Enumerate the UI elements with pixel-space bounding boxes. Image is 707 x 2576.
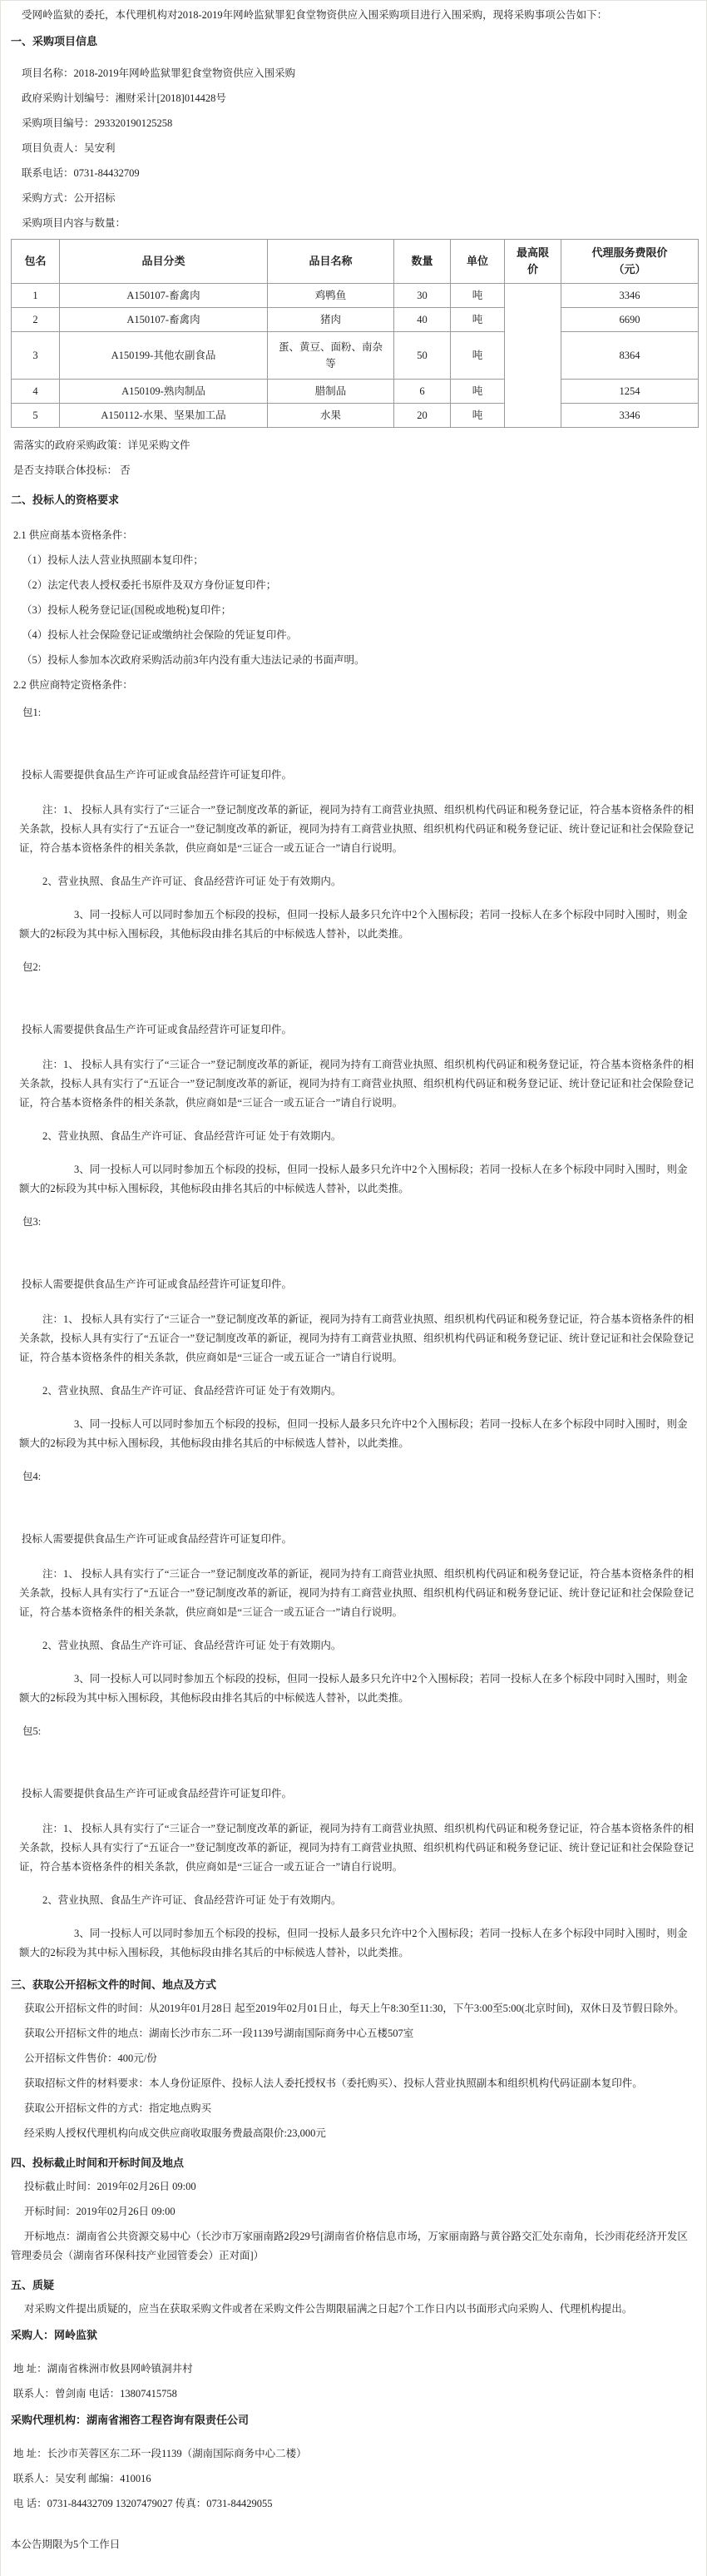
agency-block [11, 2412, 697, 2514]
cell-quantity: 50 [394, 332, 451, 380]
package-item-3: 3、同一投标人可以同时参加五个标段的投标，但同一投标人最多只允许中2个入围标段；若同一投标人在多个标段中同时入围时，则金额大的2标段为其中标入围标段，其他标段由排名其后的中标候选人替补，以此类推。 [19, 909, 688, 940]
package-item-2: 2、营业执照、食品生产许可证、食品经营许可证 处于有效期内。 [42, 1385, 342, 1397]
cell-category: A150112-水果、坚果加工品 [60, 404, 268, 428]
intro-paragraph: 受网岭监狱的委托，本代理机构对2018-2019年网岭监狱罪犯食堂物资供应入围采购项目进行入围采购，现将采购事项公告如下： [22, 9, 608, 21]
challenge-body: 对采购文件提出质疑的，应当在获取采购文件或者在采购文件公告期限届满之日起7个工作日内以书面形式向采购人、代理机构提出。 [24, 2303, 633, 2315]
cell-item-name: 腊制品 [268, 380, 394, 404]
section-challenge [11, 2277, 697, 2319]
package-intro: 投标人需要提供食品生产许可证或食品经营许可证复印件。 [22, 1533, 293, 1545]
package-intro: 投标人需要提供食品生产许可证或食品经营许可证复印件。 [22, 1788, 293, 1799]
table-row [12, 332, 699, 380]
th-max-price [505, 240, 561, 284]
field-project-no: 采购项目编号：293320190125258 [22, 117, 173, 129]
section-heading-challenge: 五、质疑 [11, 2279, 55, 2291]
section-heading-project-info: 一、采购项目信息 [11, 35, 98, 47]
package-block-4 [11, 1467, 697, 1708]
cell-item-name: 猪肉 [268, 308, 394, 332]
cell-quantity: 30 [394, 284, 451, 308]
cell-category: A150199-其他农副食品 [60, 332, 268, 380]
items-table [11, 239, 699, 428]
package-block-5 [11, 1722, 697, 1963]
th-max-price-text: 最高限价 [516, 246, 549, 275]
package-block-2 [11, 958, 697, 1199]
table-row [12, 380, 699, 404]
cell-agency-fee: 3346 [561, 404, 699, 428]
basic-item-3: （3）投标人税务登记证(国税或地税)复印件； [22, 604, 232, 616]
cell-unit: 吨 [451, 284, 505, 308]
agency-phone: 电 话：0731-84432709 13207479027 传真：0731-84429055 [13, 2498, 273, 2509]
obtain-place-line: 获取公开招标文件的地点：湖南长沙市东二环一段1139号湖南国际商务中心五楼507室 [24, 2028, 414, 2039]
package-item-3: 3、同一投标人可以同时参加五个标段的投标，但同一投标人最多只允许中2个入围标段；若同一投标人在多个标段中同时入围时，则金额大的2标段为其中标入围标段，其他标段由排名其后的中标候选人替补，以此类推。 [19, 1928, 688, 1958]
field-content-qty-label: 采购项目内容与数量： [22, 217, 126, 229]
package-item-2: 2、营业执照、食品生产许可证、食品经营许可证 处于有效期内。 [42, 876, 342, 887]
document-price-line: 公开招标文件售价：400元/份 [24, 2052, 157, 2064]
package-label: 包4: [22, 1471, 42, 1482]
section-bid-opening [11, 2155, 697, 2266]
buyer-block [11, 2327, 697, 2404]
basic-item-5: （5）投标人参加本次政府采购活动前3年内没有重大违法记录的书面声明。 [22, 654, 365, 666]
package-note: 注：1、 投标人具有实行了“三证合一”登记制度改革的新证，视同为持有工商营业执照、组织机构代码证和税务登记证，符合基本资格条件的相关条款，投标人具有实行了“五证合一”登记制度改革的新证，视同为持有工商营业执照、组织机构代码证和税务登记证、统计登记证和社会保险登记证，符合基本资格条件的相关条款，供应商如是“三证合一或五证合一”请自行说明。 [19, 1823, 695, 1873]
package-label: 包2: [22, 961, 42, 973]
cell-item-name [268, 332, 394, 380]
basic-item-1: （1）投标人法人营业执照副本复印件； [22, 554, 204, 566]
package-item-3: 3、同一投标人可以同时参加五个标段的投标，但同一投标人最多只允许中2个入围标段；若同一投标人在多个标段中同时入围时，则金额大的2标段为其中标入围标段，其他标段由排名其后的中标候选人替补，以此类推。 [19, 1164, 688, 1194]
agency-title: 采购代理机构：湖南省湘咨工程咨询有限责任公司 [11, 2414, 250, 2426]
cell-item-name-text: 蛋、黄豆、面粉、南杂等 [278, 341, 383, 370]
th-quantity: 数量 [394, 240, 451, 284]
section-heading-qualification: 二、投标人的资格要求 [11, 494, 120, 506]
package-intro: 投标人需要提供食品生产许可证或食品经营许可证复印件。 [22, 1024, 293, 1035]
agency-contact: 联系人：吴安利 邮编：410016 [13, 2473, 151, 2484]
section-heading-obtain-documents: 三、获取公开招标文件的时间、地点及方式 [11, 1978, 217, 1991]
cell-unit: 吨 [451, 332, 505, 380]
cell-package: 3 [12, 332, 60, 380]
field-project-manager: 项目负责人：吴安利 [22, 142, 116, 154]
cell-package: 5 [12, 404, 60, 428]
buyer-contact: 联系人：曾剑南 电话：13807415758 [13, 2388, 177, 2400]
th-agency-fee [561, 240, 699, 284]
cell-category: A150107-畜禽肉 [60, 284, 268, 308]
cell-agency-fee: 1254 [561, 380, 699, 404]
cell-category: A150109-熟肉制品 [60, 380, 268, 404]
package-intro: 投标人需要提供食品生产许可证或食品经营许可证复印件。 [22, 769, 293, 781]
policy-line: 需落实的政府采购政策：详见采购文件 [13, 439, 190, 451]
opening-time-line: 开标时间：2019年02月26日 09:00 [24, 2206, 176, 2217]
joint-bid-line: 是否支持联合体投标： 否 [13, 464, 131, 476]
agency-address: 地 址：长沙市芙蓉区东二环一段1139（湖南国际商务中心二楼） [13, 2448, 307, 2459]
th-agency-fee-text: 代理服务费限价（元） [591, 246, 668, 275]
package-item-2: 2、营业执照、食品生产许可证、食品经营许可证 处于有效期内。 [42, 1894, 342, 1906]
cell-agency-fee: 3346 [561, 284, 699, 308]
field-method: 采购方式：公开招标 [22, 192, 116, 204]
cell-package: 1 [12, 284, 60, 308]
th-category: 品目分类 [60, 240, 268, 284]
package-note: 注：1、 投标人具有实行了“三证合一”登记制度改革的新证，视同为持有工商营业执照、组织机构代码证和税务登记证，符合基本资格条件的相关条款，投标人具有实行了“五证合一”登记制度改革的新证，视同为持有工商营业执照、组织机构代码证和税务登记证、统计登记证和社会保险登记证，符合基本资格条件的相关条款，供应商如是“三证合一或五证合一”请自行说明。 [19, 1059, 695, 1109]
field-gov-plan-no: 政府采购计划编号：湘财采计[2018]014428号 [22, 92, 226, 104]
cell-category: A150107-畜禽肉 [60, 308, 268, 332]
package-label: 包1: [22, 707, 42, 718]
cell-unit: 吨 [451, 380, 505, 404]
th-unit: 单位 [451, 240, 505, 284]
cell-item-name: 水果 [268, 404, 394, 428]
specific-qualification-title: 2.2 供应商特定资格条件： [13, 679, 133, 691]
basic-item-2: （2）法定代表人授权委托书原件及双方身份证复印件； [22, 579, 277, 591]
obtain-method-line: 获取公开招标文件的方式：指定地点购买 [24, 2102, 212, 2114]
section-heading-bid-opening: 四、投标截止时间和开标时间及地点 [11, 2157, 185, 2169]
service-fee-line: 经采购人授权代理机构向成交供应商收取服务费最高限价:23,000元 [24, 2127, 326, 2139]
cell-quantity: 20 [394, 404, 451, 428]
package-item-3: 3、同一投标人可以同时参加五个标段的投标，但同一投标人最多只允许中2个入围标段；若同一投标人在多个标段中同时入围时，则金额大的2标段为其中标入围标段，其他标段由排名其后的中标候选人替补，以此类推。 [19, 1673, 688, 1704]
cell-unit: 吨 [451, 404, 505, 428]
obtain-time-line: 获取公开招标文件的时间：从2019年01月28日 起至2019年02月01日止，每天上午8:30至11:30，下午3:00至5:00(北京时间)，双休日及节假日除外。 [24, 2003, 685, 2014]
opening-place-line: 开标地点：湖南省公共资源交易中心（长沙市万家丽南路2段29号[湖南省价格信息市场，万家丽南路与黄谷路交汇处东南角，长沙雨花经济开发区管理委员会（湖南省环保科技产业园管委会）正对面]） [11, 2231, 688, 2261]
cell-max-price-merged [505, 284, 561, 428]
table-row [12, 308, 699, 332]
package-note: 注：1、 投标人具有实行了“三证合一”登记制度改革的新证，视同为持有工商营业执照、组织机构代码证和税务登记证，符合基本资格条件的相关条款，投标人具有实行了“五证合一”登记制度改革的新证，视同为持有工商营业执照、组织机构代码证和税务登记证、统计登记证和社会保险登记证，符合基本资格条件的相关条款，供应商如是“三证合一或五证合一”请自行说明。 [19, 804, 695, 854]
table-header-row [12, 240, 699, 284]
cell-package: 4 [12, 380, 60, 404]
cell-unit: 吨 [451, 308, 505, 332]
basic-qualification-title: 2.1 供应商基本资格条件： [13, 529, 133, 541]
section-obtain-documents [11, 1977, 697, 2143]
cell-package: 2 [12, 308, 60, 332]
package-item-3: 3、同一投标人可以同时参加五个标段的投标，但同一投标人最多只允许中2个入围标段；若同一投标人在多个标段中同时入围时，则金额大的2标段为其中标入围标段，其他标段由排名其后的中标候选人替补，以此类推。 [19, 1418, 688, 1449]
package-item-2: 2、营业执照、食品生产许可证、食品经营许可证 处于有效期内。 [42, 1640, 342, 1651]
package-item-2: 2、营业执照、食品生产许可证、食品经营许可证 处于有效期内。 [42, 1130, 342, 1142]
cell-agency-fee: 6690 [561, 308, 699, 332]
buyer-title: 采购人：网岭监狱 [11, 2329, 98, 2341]
package-note: 注：1、 投标人具有实行了“三证合一”登记制度改革的新证，视同为持有工商营业执照、组织机构代码证和税务登记证，符合基本资格条件的相关条款，投标人具有实行了“五证合一”登记制度改革的新证，视同为持有工商营业执照、组织机构代码证和税务登记证、统计登记证和社会保险登记证，符合基本资格条件的相关条款，供应商如是“三证合一或五证合一”请自行说明。 [19, 1568, 695, 1618]
package-note: 注：1、 投标人具有实行了“三证合一”登记制度改革的新证，视同为持有工商营业执照、组织机构代码证和税务登记证，符合基本资格条件的相关条款，投标人具有实行了“五证合一”登记制度改革的新证，视同为持有工商营业执照、组织机构代码证和税务登记证、统计登记证和社会保险登记证，符合基本资格条件的相关条款，供应商如是“三证合一或五证合一”请自行说明。 [19, 1313, 695, 1363]
table-row [12, 284, 699, 308]
basic-item-4: （4）投标人社会保险登记证或缴纳社会保险的凭证复印件。 [22, 629, 298, 641]
package-block-1 [11, 703, 697, 944]
field-phone: 联系电话：0731-84432709 [22, 167, 140, 179]
package-label: 包3: [22, 1216, 42, 1228]
th-package: 包名 [12, 240, 60, 284]
announcement-period-line: 本公告期限为5个工作日 [11, 2539, 121, 2550]
package-block-3 [11, 1213, 697, 1453]
th-item-name: 品目名称 [268, 240, 394, 284]
cell-agency-fee: 8364 [561, 332, 699, 380]
cell-quantity: 40 [394, 308, 451, 332]
cell-item-name: 鸡鸭鱼 [268, 284, 394, 308]
buyer-address: 地 址：湖南省株洲市攸县网岭镇洞井村 [13, 2363, 193, 2375]
package-label: 包5: [22, 1725, 42, 1737]
field-project-name: 项目名称：2018-2019年网岭监狱罪犯食堂物资供应入围采购 [22, 67, 296, 79]
bid-deadline-line: 投标截止时间：2019年02月26日 09:00 [24, 2181, 196, 2192]
package-intro: 投标人需要提供食品生产许可证或食品经营许可证复印件。 [22, 1278, 293, 1290]
material-requirement-line: 获取招标文件的材料要求：本人身份证原件、投标人法人委托授权书（委托购买）、投标人营业执照副本和组织机构代码证副本复印件。 [24, 2077, 643, 2089]
table-row [12, 404, 699, 428]
cell-quantity: 6 [394, 380, 451, 404]
